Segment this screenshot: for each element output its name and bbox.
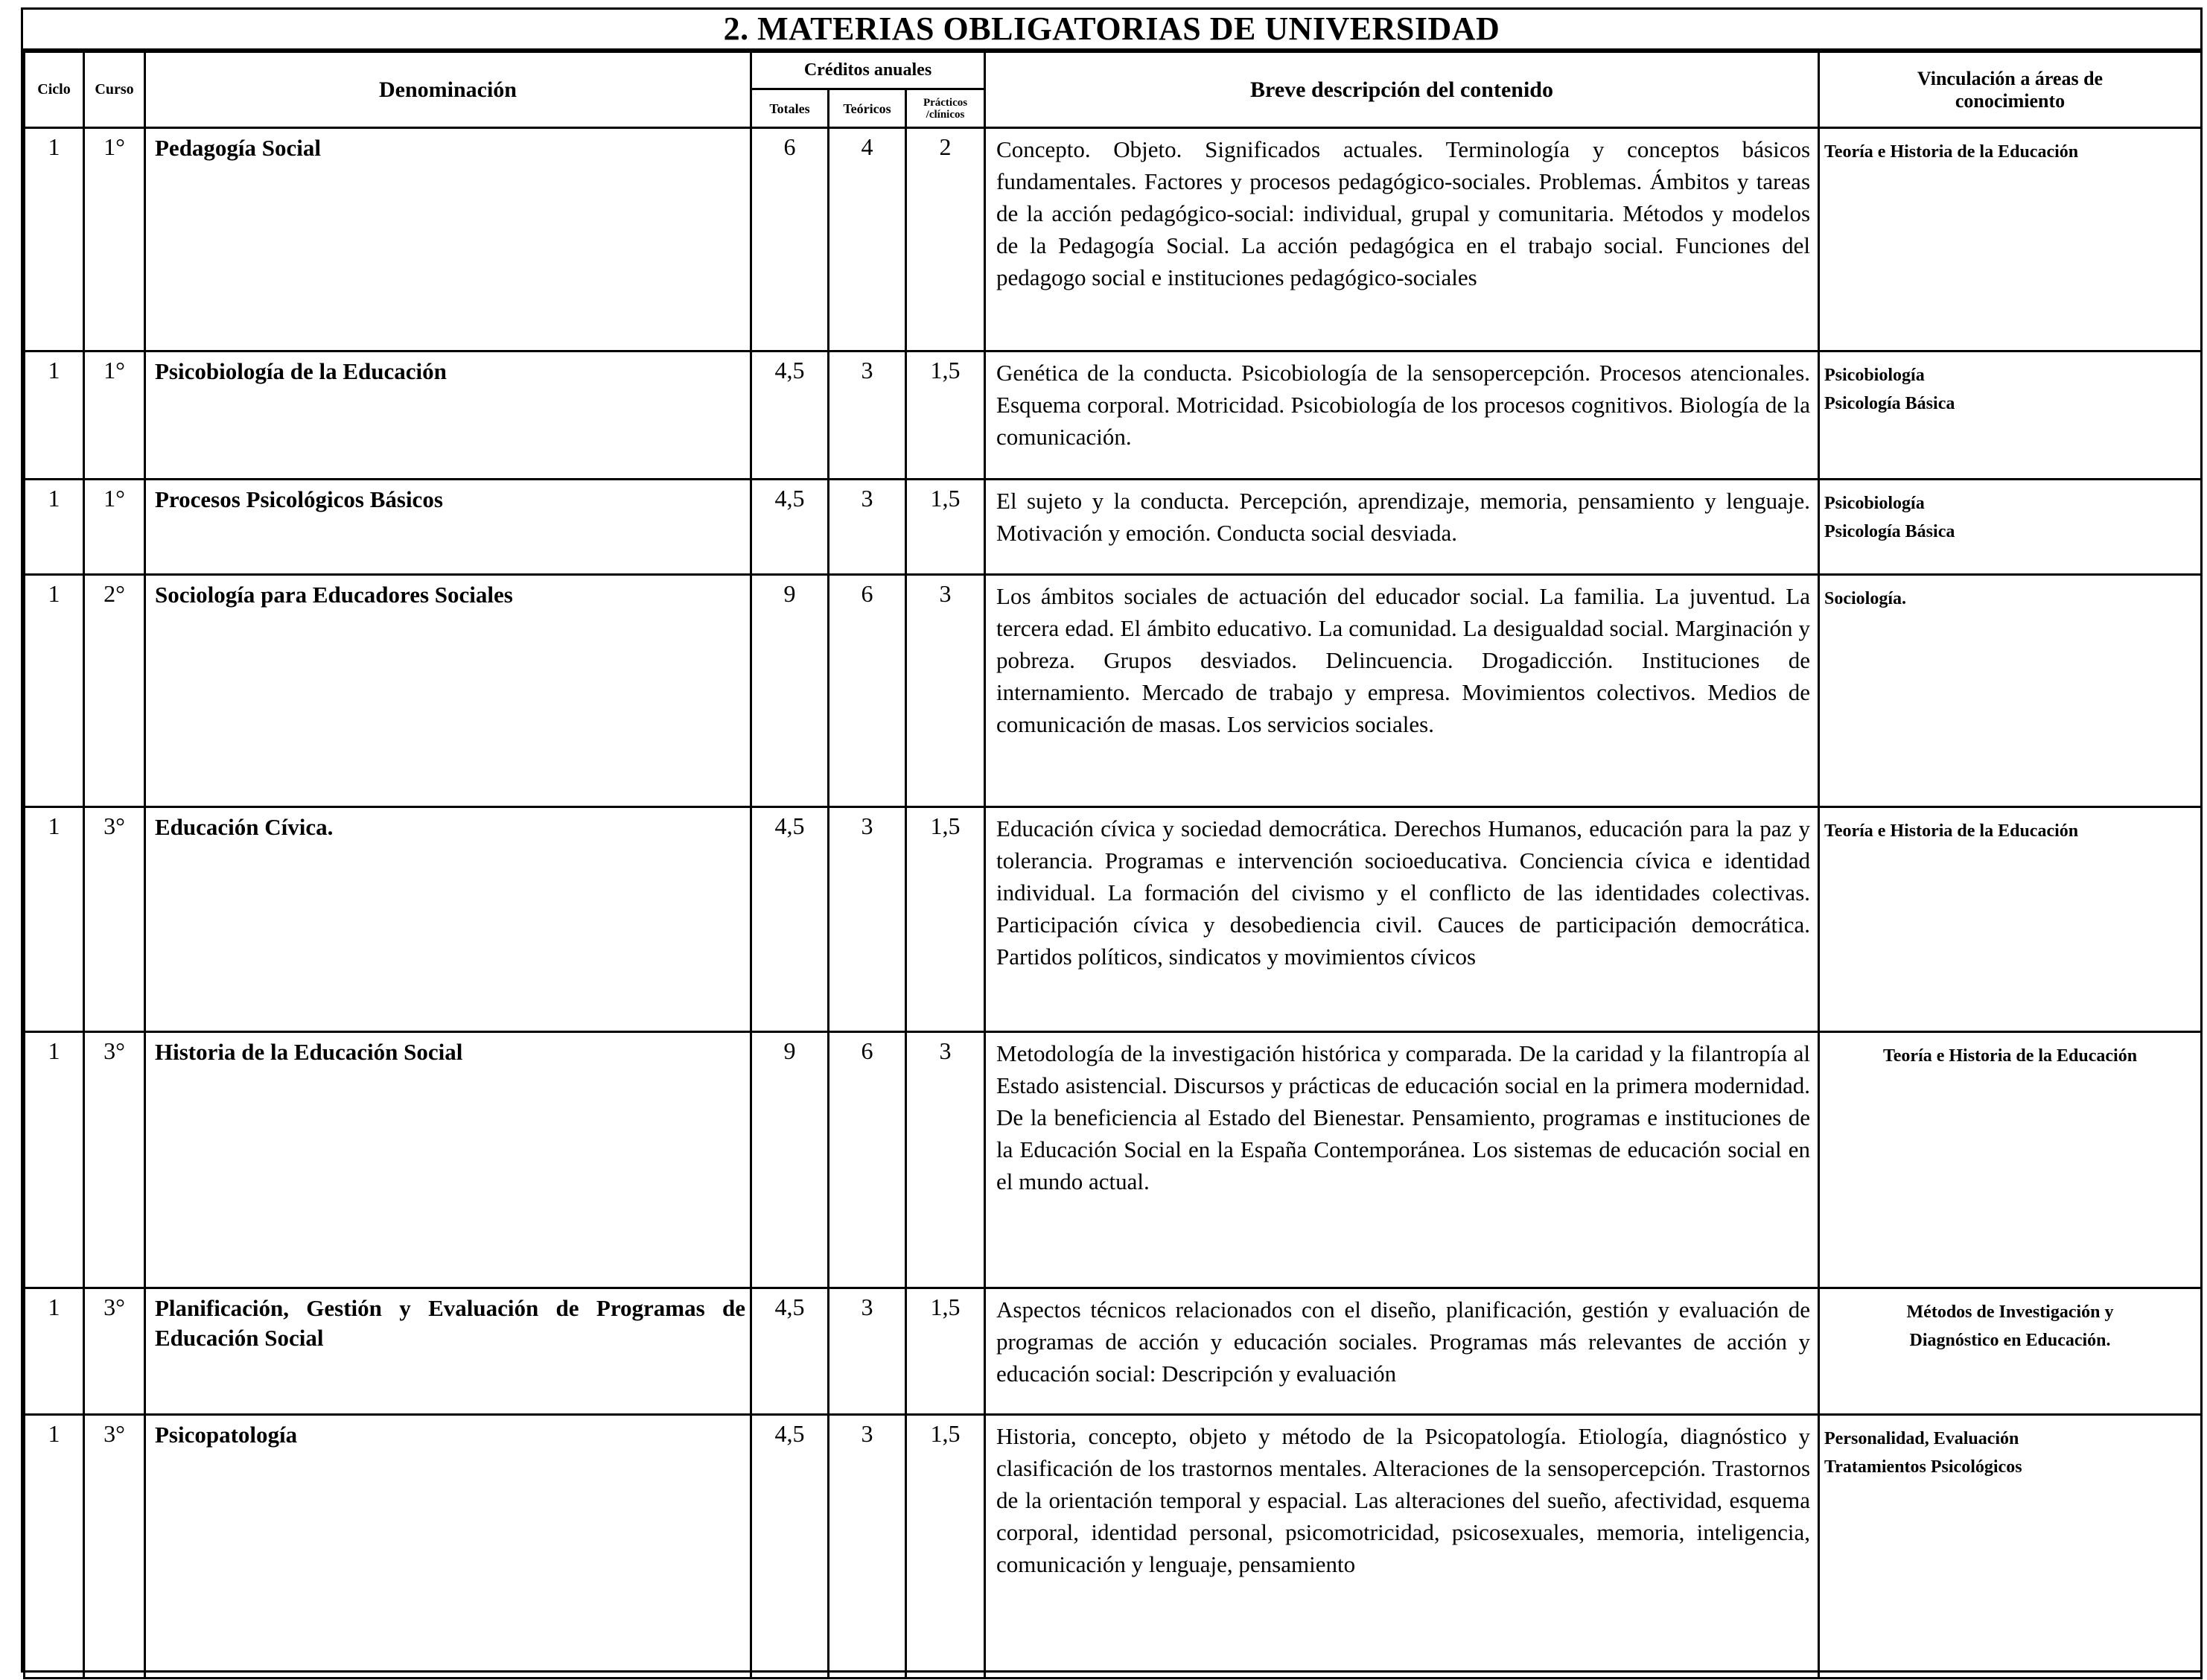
cell-practicos: 2 xyxy=(906,128,985,351)
cell-teoricos: 3 xyxy=(829,480,906,575)
cell-practicos: 1,5 xyxy=(906,807,985,1032)
header-totales: Totales xyxy=(751,89,829,128)
table-row xyxy=(25,807,2202,1032)
cell-ciclo: 1 xyxy=(25,128,84,351)
header-vinculacion xyxy=(1819,52,2202,128)
header-vinculacion-line2: conocimiento xyxy=(1955,89,2066,112)
cell-totales: 4,5 xyxy=(751,351,829,480)
area-line: Métodos de Investigación y xyxy=(1906,1302,2114,1322)
area-line: Psicología Básica xyxy=(1824,522,1955,541)
cell-curso: 3° xyxy=(84,1415,145,1679)
cell-descripcion: Historia, concepto, objeto y método de la Psicopatología. Etiología, diagnóstico y clasificación de los trastornos mentales. Alteraciones de la sensopercepción. Trastornos de la orientación temporal y espacial. Las alteraciones del sueño, afectividad, esquema corporal, identidad personal, psicomotricidad, psicosexuales, memoria, inteligencia, comunicación y lenguaje, pensamiento xyxy=(985,1415,1819,1679)
cell-areas xyxy=(1819,575,2202,807)
cell-curso: 1° xyxy=(84,351,145,480)
table-row xyxy=(25,575,2202,807)
cell-descripcion: Los ámbitos sociales de actuación del educador social. La familia. La juventud. La tercera edad. El ámbito educativo. La comunidad. La desigualdad social. Marginación y pobreza. Grupos desviados. Delincuencia. Drogadicción. Instituciones de internamiento. Mercado de trabajo y empresa. Movimientos colectivos. Medios de comunicación de masas. Los servicios sociales. xyxy=(985,575,1819,807)
area-line: Teoría e Historia de la Educación xyxy=(1824,142,2079,162)
header-practicos-line2: /clínicos xyxy=(926,108,965,121)
cell-curso: 3° xyxy=(84,1288,145,1415)
cell-totales: 4,5 xyxy=(751,480,829,575)
cell-practicos: 3 xyxy=(906,1032,985,1288)
cell-ciclo: 1 xyxy=(25,575,84,807)
document-sheet xyxy=(21,7,2203,1673)
area-line: Teoría e Historia de la Educación xyxy=(1824,821,2079,841)
cell-descripcion: Educación cívica y sociedad democrática. Derechos Humanos, educación para la paz y tolerancia. Programas e intervención socioeducativa. Conciencia cívica e identidad individual. La formación del civismo y el conflicto de las identidades colectivas. Participación cívica y desobediencia civil. Cauces de participación democrática. Partidos políticos, sindicatos y movimientos cívicos xyxy=(985,807,1819,1032)
cell-areas xyxy=(1819,480,2202,575)
cell-areas xyxy=(1819,351,2202,480)
cell-practicos: 3 xyxy=(906,575,985,807)
cell-descripcion: El sujeto y la conducta. Percepción, aprendizaje, memoria, pensamiento y lenguaje. Motivación y emoción. Conducta social desviada. xyxy=(985,480,1819,575)
cell-teoricos: 6 xyxy=(829,1032,906,1288)
cell-descripcion: Metodología de la investigación histórica y comparada. De la caridad y la filantropía al Estado asistencial. Discursos y prácticas de educación social en la primera modernidad. De la beneficiencia al Estado del Bienestar. Pensamiento, programas e instituciones de la Educación Social en la España Contemporánea. Los sistemas de educación social en el mundo actual. xyxy=(985,1032,1819,1288)
cell-ciclo: 1 xyxy=(25,480,84,575)
header-ciclo: Ciclo xyxy=(25,52,84,128)
cell-denominacion: Psicopatología xyxy=(145,1415,751,1679)
cell-totales: 9 xyxy=(751,575,829,807)
cell-teoricos: 3 xyxy=(829,1288,906,1415)
cell-ciclo: 1 xyxy=(25,351,84,480)
cell-practicos: 1,5 xyxy=(906,480,985,575)
cell-teoricos: 3 xyxy=(829,351,906,480)
cell-teoricos: 3 xyxy=(829,1415,906,1679)
cell-denominacion: Psicobiología de la Educación xyxy=(145,351,751,480)
header-creditos-anuales: Créditos anuales xyxy=(751,52,985,89)
table-row xyxy=(25,1288,2202,1415)
area-line: Diagnóstico en Educación. xyxy=(1909,1331,2111,1350)
subjects-table xyxy=(23,51,2203,1679)
header-descripcion: Breve descripción del contenido xyxy=(985,52,1819,128)
cell-curso: 3° xyxy=(84,1032,145,1288)
cell-totales: 4,5 xyxy=(751,807,829,1032)
area-line: Teoría e Historia de la Educación xyxy=(1882,1046,2138,1066)
area-line: Psicobiología xyxy=(1824,366,1925,385)
cell-descripcion: Aspectos técnicos relacionados con el diseño, planificación, gestión y evaluación de programas de acción y educación sociales. Programas más relevantes de acción y educación social: Descripción y evaluación xyxy=(985,1288,1819,1415)
cell-areas xyxy=(1819,128,2202,351)
cell-ciclo: 1 xyxy=(25,807,84,1032)
cell-practicos: 1,5 xyxy=(906,1288,985,1415)
cell-descripcion: Concepto. Objeto. Significados actuales. Terminología y conceptos básicos fundamentales. Factores y procesos pedagógico-sociales. Problemas. Ámbitos y tareas de la acción pedagógico-social: individual, grupal y comunitaria. Métodos y modelos de la Pedagogía Social. La acción pedagógica en el trabajo social. Funciones del pedagogo social e instituciones pedagógico-sociales xyxy=(985,128,1819,351)
area-line: Personalidad, Evaluación xyxy=(1824,1429,2019,1448)
table-row xyxy=(25,480,2202,575)
cell-totales: 4,5 xyxy=(751,1415,829,1679)
cell-denominacion: Procesos Psicológicos Básicos xyxy=(145,480,751,575)
table-row xyxy=(25,1032,2202,1288)
cell-denominacion: Sociología para Educadores Sociales xyxy=(145,575,751,807)
cell-ciclo: 1 xyxy=(25,1415,84,1679)
area-line: Tratamientos Psicológicos xyxy=(1824,1457,2022,1477)
header-curso: Curso xyxy=(84,52,145,128)
document-title: 2. MATERIAS OBLIGATORIAS DE UNIVERSIDAD xyxy=(23,10,2200,51)
cell-curso: 1° xyxy=(84,480,145,575)
header-practicos-line1: Prácticos xyxy=(923,96,968,109)
area-line: Psicología Básica xyxy=(1824,394,1955,413)
header-practicos xyxy=(906,89,985,128)
cell-descripcion: Genética de la conducta. Psicobiología de la sensopercepción. Procesos atencionales. Esquema corporal. Motricidad. Psicobiología de los procesos cognitivos. Biología de la comunicación. xyxy=(985,351,1819,480)
cell-areas xyxy=(1819,1032,2202,1288)
area-line: Psicobiología xyxy=(1824,494,1925,513)
cell-totales: 4,5 xyxy=(751,1288,829,1415)
header-teoricos: Teóricos xyxy=(829,89,906,128)
cell-areas xyxy=(1819,1415,2202,1679)
cell-areas xyxy=(1819,807,2202,1032)
table-row xyxy=(25,351,2202,480)
cell-ciclo: 1 xyxy=(25,1288,84,1415)
header-denominacion: Denominación xyxy=(145,52,751,128)
cell-denominacion: Educación Cívica. xyxy=(145,807,751,1032)
cell-totales: 9 xyxy=(751,1032,829,1288)
cell-practicos: 1,5 xyxy=(906,1415,985,1679)
cell-practicos: 1,5 xyxy=(906,351,985,480)
table-row xyxy=(25,1415,2202,1679)
cell-areas xyxy=(1819,1288,2202,1415)
cell-curso: 3° xyxy=(84,807,145,1032)
area-line: Sociología. xyxy=(1824,589,1907,608)
cell-denominacion: Historia de la Educación Social xyxy=(145,1032,751,1288)
cell-denominacion: Pedagogía Social xyxy=(145,128,751,351)
header-vinculacion-line1: Vinculación a áreas de xyxy=(1917,67,2104,89)
cell-teoricos: 3 xyxy=(829,807,906,1032)
table-row xyxy=(25,128,2202,351)
cell-denominacion: Planificación, Gestión y Evaluación de Programas de Educación Social xyxy=(145,1288,751,1415)
cell-curso: 2° xyxy=(84,575,145,807)
cell-ciclo: 1 xyxy=(25,1032,84,1288)
cell-curso: 1° xyxy=(84,128,145,351)
cell-teoricos: 4 xyxy=(829,128,906,351)
cell-teoricos: 6 xyxy=(829,575,906,807)
cell-totales: 6 xyxy=(751,128,829,351)
